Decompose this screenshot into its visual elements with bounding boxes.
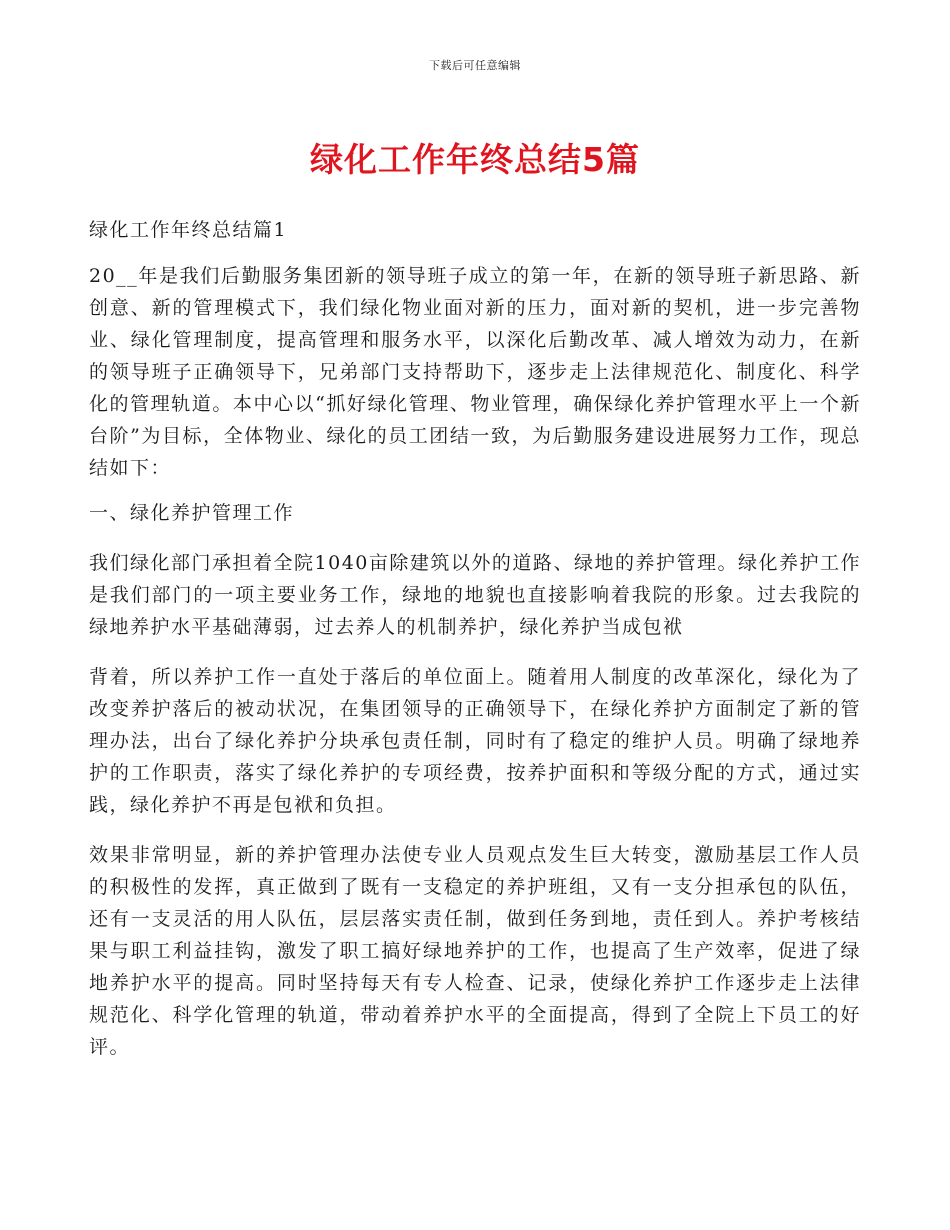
document-title: 绿化工作年终总结5篇 [310, 140, 640, 179]
section-heading: 绿化工作年终总结篇1 [89, 219, 288, 241]
header-note: 下载后可任意编辑 [429, 59, 521, 72]
paragraph: 背着，所以养护工作一直处于落后的单位面上。随着用人制度的改革深化，绿化为了改变养护落后的被动状况，在集团领导的正确领导下，在绿化养护方面制定了新的管理办法，出台了绿化养护分块承包责任制，同时有了稳定的维护人员。明确了绿地养护的工作职责，落实了绿化养护的专项经费，按养护面积和等级分配的方式，通过实践，绿化养护不再是包袱和负担。 [89, 666, 861, 816]
paragraph: 效果非常明显，新的养护管理办法使专业人员观点发生巨大转变，激励基层工作人员的积极性的发挥，真正做到了既有一支稳定的养护班组，又有一支分担承包的队伍，还有一支灵活的用人队伍，层层落实责任制，做到任务到地，责任到人。养护考核结果与职工利益挂钩，激发了职工搞好绿地养护的工作，也提高了生产效率，促进了绿地养护水平的提高。同时坚持每天有专人检查、记录，使绿化养护工作逐步走上法律规范化、科学化管理的轨道，带动着养护水平的全面提高，得到了全院上下员工的好评。 [89, 844, 861, 1058]
paragraph: 我们绿化部门承担着全院1040亩除建筑以外的道路、绿地的养护管理。绿化养护工作是我们部门的一项主要业务工作，绿地的地貌也直接影响着我院的形象。过去我院的绿地养护水平基础薄弱，过去养人的机制养护，绿化养护当成包袱 [89, 552, 861, 638]
paragraph: 20__年是我们后勤服务集团新的领导班子成立的第一年，在新的领导班子新思路、新创意、新的管理模式下，我们绿化物业面对新的压力，面对新的契机，进一步完善物业、绿化管理制度，提高管理和服务水平，以深化后勤改革、减人增效为动力，在新的领导班子正确领导下，兄弟部门支持帮助下，逐步走上法律规范化、制度化、科学化的管理轨道。本中心以“抓好绿化管理、物业管理，确保绿化养护管理水平上一个新台阶”为目标，全体物业、绿化的员工团结一致，为后勤服务建设进展努力工作，现总结如下： [89, 265, 861, 479]
subsection-heading: 一、绿化养护管理工作 [89, 502, 295, 524]
document-body [89, 214, 861, 1063]
